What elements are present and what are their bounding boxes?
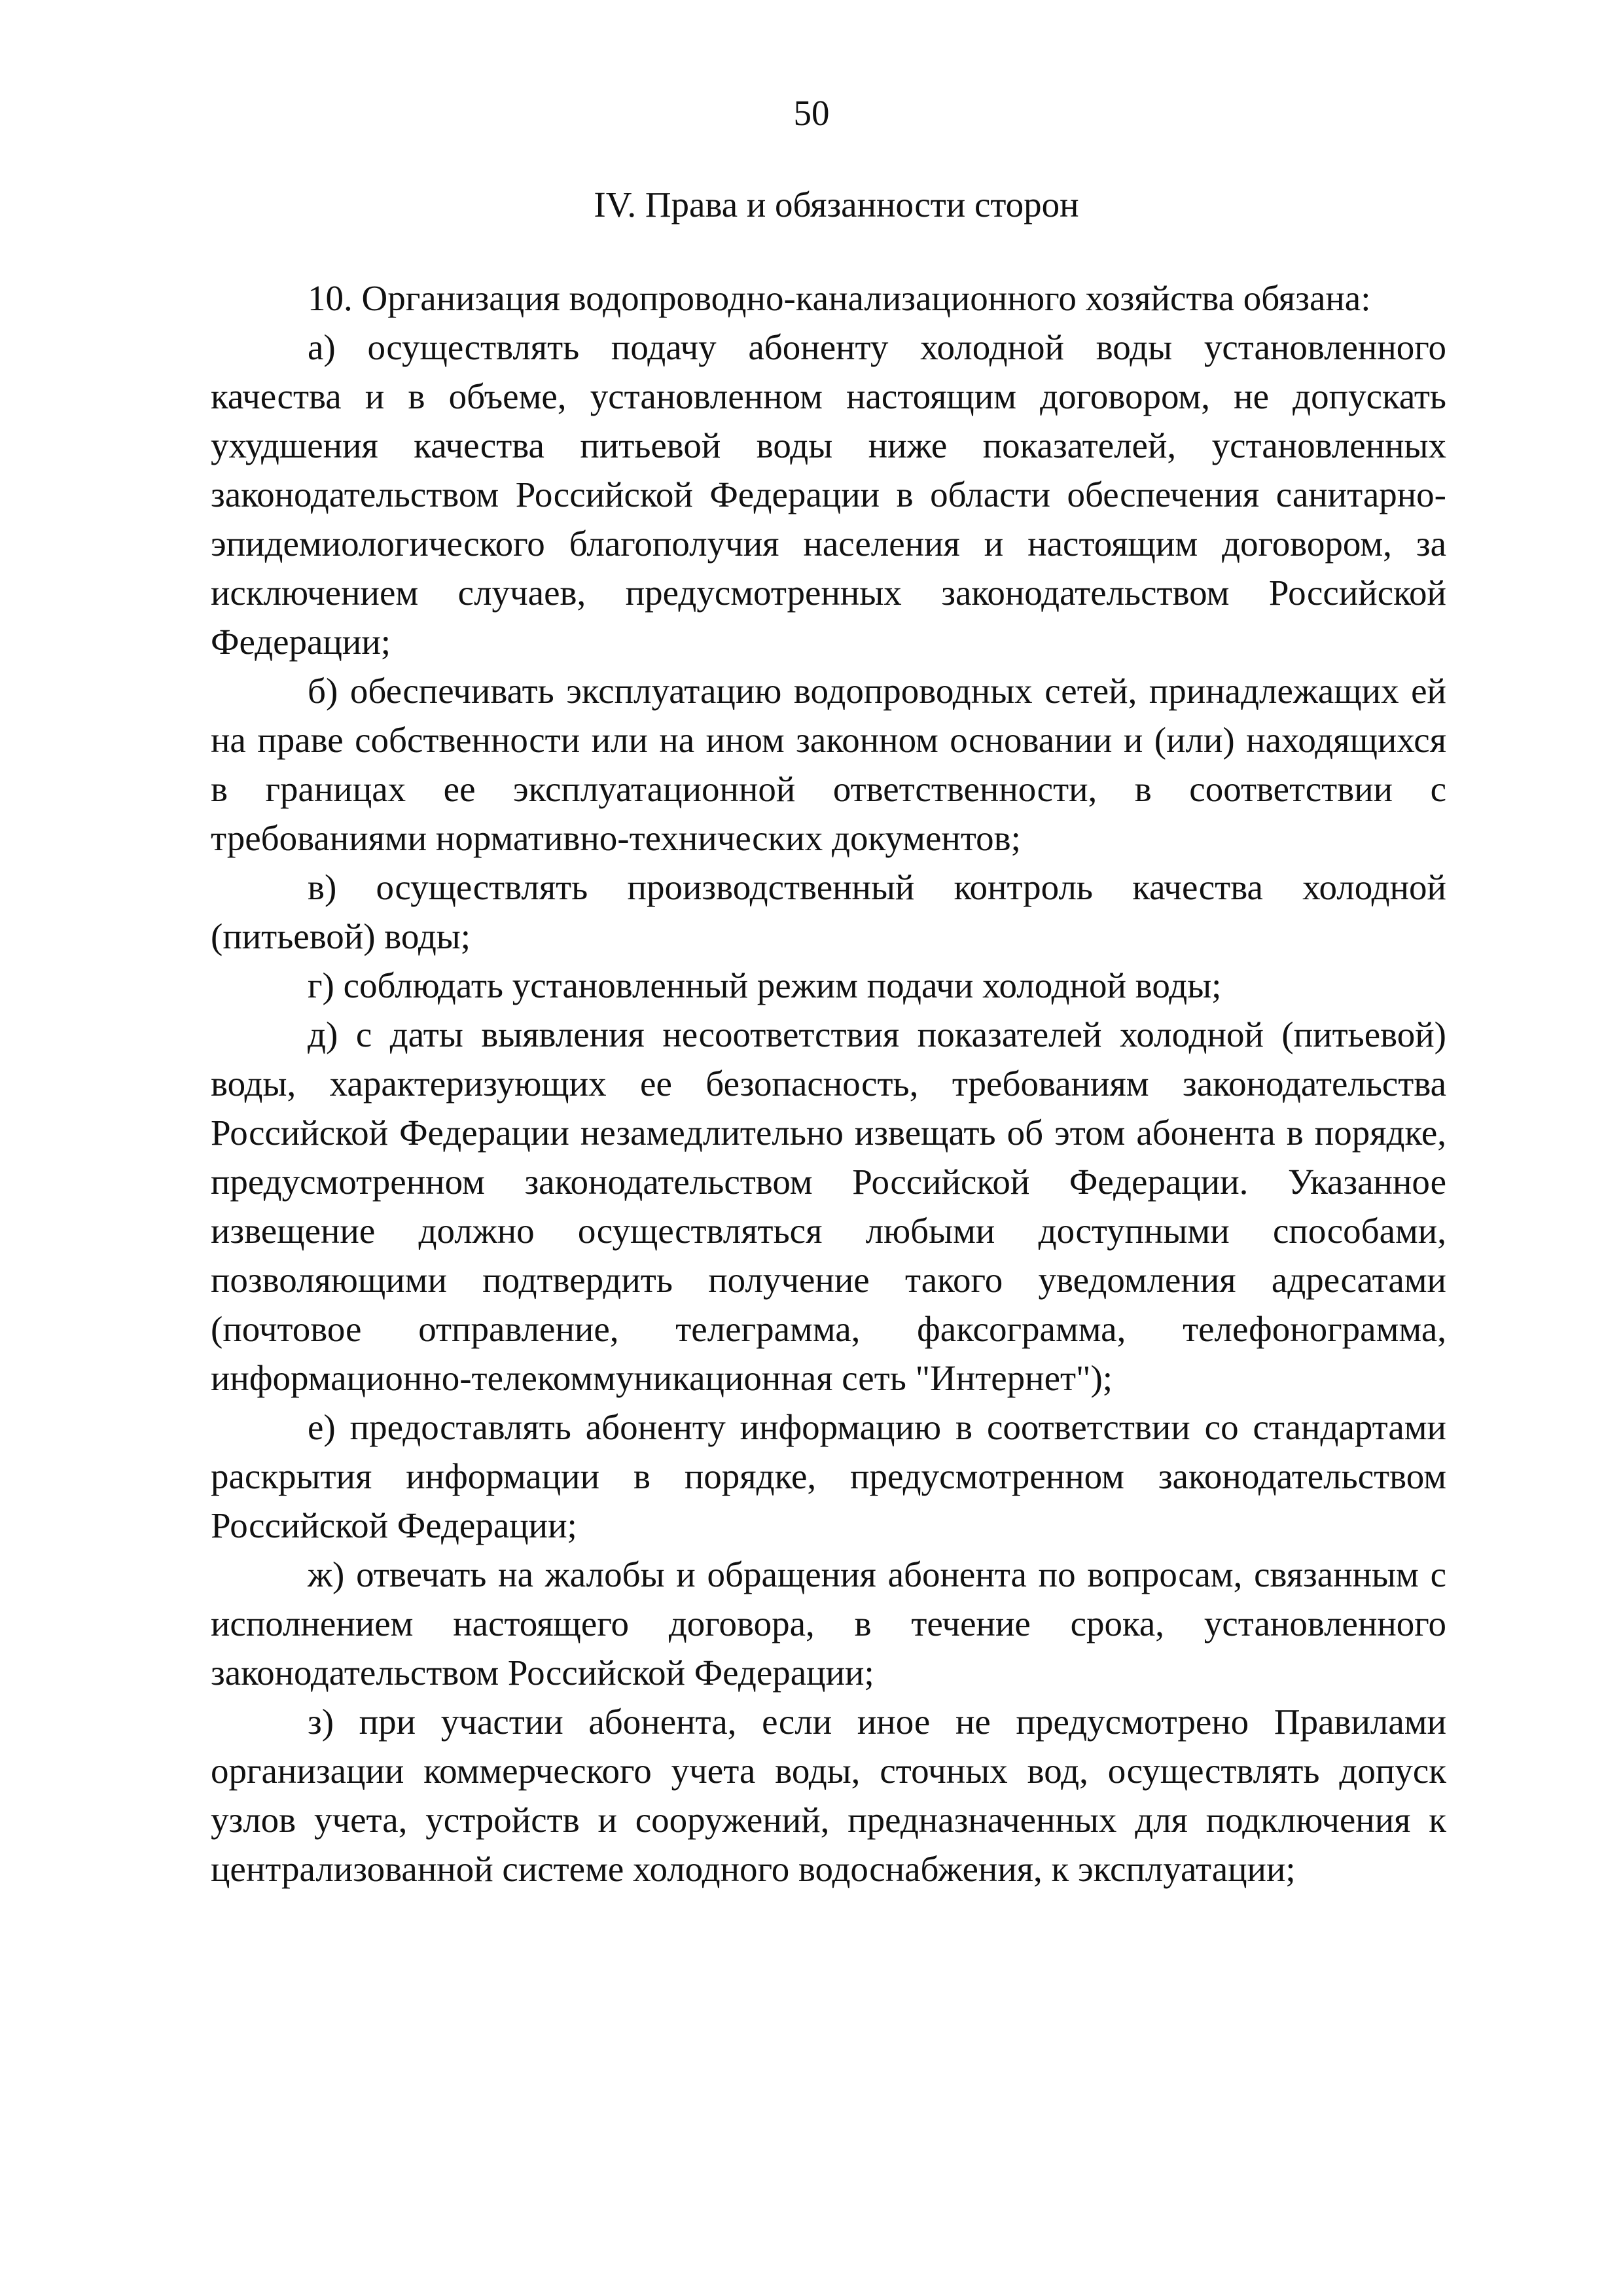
paragraph-d: д) с даты выявления несоответствия показателей холодной (питьевой) воды, характеризующих ее безопасность, требованиям законодательства Российской Федерации незамедлительно извещать об этом абонента в порядке, предусмотренном законодательством Российской Федерации. Указанное извещение должно осуществляться любыми доступными способами, позволяющими подтвердить получение такого уведомления адресатами (почтовое отправление, телеграмма, факсограмма, телефонограмма, информационно-телекоммуникационная сеть "Интернет"); [211, 1014, 1446, 1398]
page-number: 50 [793, 93, 830, 133]
paragraph-v: в) осуществлять производственный контроль качества холодной (питьевой) воды; [211, 867, 1446, 956]
paragraph-zh: ж) отвечать на жалобы и обращения абонента по вопросам, связанным с исполнением настоящего договора, в течение срока, установленного законодательством Российской Федерации; [211, 1554, 1446, 1693]
paragraph-b: б) обеспечивать эксплуатацию водопроводных сетей, принадлежащих ей на праве собственности или на ином законном основании и (или) находящихся в границах ее эксплуатационной ответственности, в соответствии с требованиями нормативно-технических документов; [211, 671, 1446, 858]
document-body [211, 274, 1446, 1893]
section-title: IV. Права и обязанности сторон [594, 185, 1079, 224]
paragraph-a: а) осуществлять подачу абоненту холодной воды установленного качества и в объеме, установленном настоящим договором, не допускать ухудшения качества питьевой воды ниже показателей, установленных законодательством Российской Федерации в области обеспечения санитарно-эпидемиологического благополучия населения и настоящим договором, за исключением случаев, предусмотренных законодательством Российской Федерации; [211, 327, 1446, 662]
paragraph-g: г) соблюдать установленный режим подачи холодной воды; [308, 965, 1222, 1005]
paragraph-intro: 10. Организация водопроводно-канализационного хозяйства обязана: [308, 278, 1371, 318]
paragraph-e: е) предоставлять абоненту информацию в соответствии со стандартами раскрытия информации в порядке, предусмотренном законодательством Российской Федерации; [211, 1407, 1446, 1545]
paragraph-z: з) при участии абонента, если иное не предусмотрено Правилами организации коммерческого учета воды, сточных вод, осуществлять допуск узлов учета, устройств и сооружений, предназначенных для подключения к централизованной системе холодного водоснабжения, к эксплуатации; [211, 1702, 1446, 1889]
